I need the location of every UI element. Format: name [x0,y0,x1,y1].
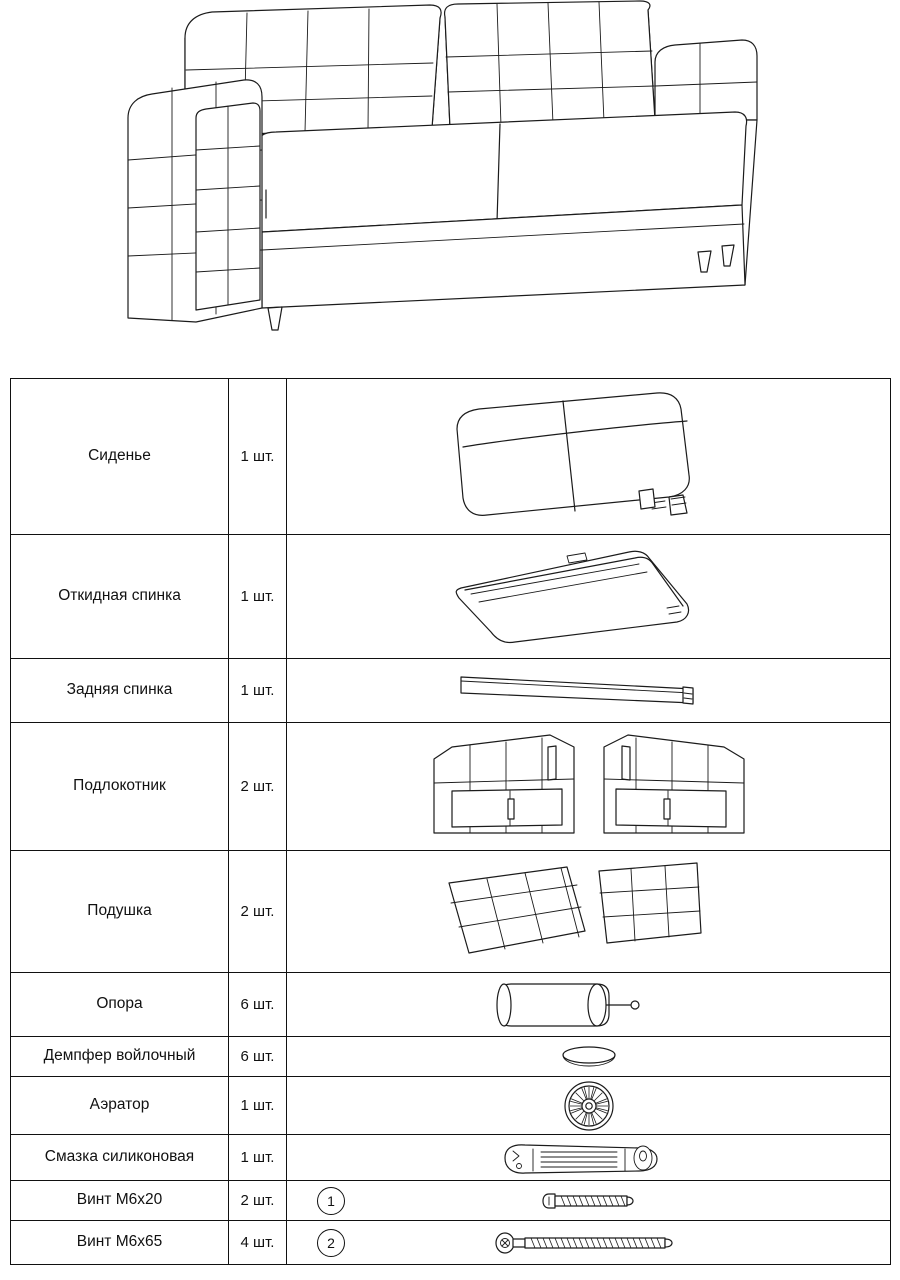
armrest-pair-icon [424,729,754,844]
part-name: Подлокотник [11,723,229,851]
table-row [11,851,891,973]
table-row [11,379,891,535]
callout-badge: 2 [317,1229,345,1257]
part-image-cell [287,973,891,1037]
table-row [11,1037,891,1077]
callout-badge: 1 [317,1187,345,1215]
felt-damper-icon [529,1040,649,1074]
support-leg-icon [479,978,699,1032]
part-name: Винт М6х20 [11,1181,229,1221]
part-image-cell [287,1135,891,1181]
part-image-cell [287,851,891,973]
part-name: Винт М6х65 [11,1221,229,1265]
part-image-cell [287,379,891,535]
part-qty: 2 шт. [229,851,287,973]
part-name: Демпфер войлочный [11,1037,229,1077]
part-image-cell [287,1221,891,1265]
part-name: Сиденье [11,379,229,535]
part-image-cell [287,1037,891,1077]
part-image-cell [287,723,891,851]
part-qty: 1 шт. [229,1077,287,1135]
part-qty: 1 шт. [229,659,287,723]
aerator-icon [529,1078,649,1134]
part-qty: 6 шт. [229,1037,287,1077]
table-row [11,723,891,851]
seat-module-icon [439,387,739,527]
table-row [11,973,891,1037]
parts-table [10,378,891,1265]
part-qty: 4 шт. [229,1221,287,1265]
silicone-grease-icon [489,1136,689,1180]
table-row [11,1181,891,1221]
part-name: Аэратор [11,1077,229,1135]
part-qty: 1 шт. [229,535,287,659]
hero-illustration [0,0,900,360]
part-name: Откидная спинка [11,535,229,659]
sofa-illustration [0,0,900,360]
part-qty: 6 шт. [229,973,287,1037]
table-row [11,1077,891,1135]
cushion-pair-icon [439,857,739,967]
part-name: Смазка силиконовая [11,1135,229,1181]
table-row [11,659,891,723]
part-qty: 1 шт. [229,1135,287,1181]
table-row [11,535,891,659]
folding-back-icon [439,542,739,652]
part-image-cell [287,1181,891,1221]
table-row [11,1135,891,1181]
part-name: Задняя спинка [11,659,229,723]
part-image-cell [287,659,891,723]
part-qty: 2 шт. [229,723,287,851]
part-qty: 2 шт. [229,1181,287,1221]
part-qty: 1 шт. [229,379,287,535]
part-image-cell [287,1077,891,1135]
part-name: Опора [11,973,229,1037]
table-row [11,1221,891,1265]
part-image-cell [287,535,891,659]
screw-m6x65-icon [479,1228,699,1258]
rear-back-panel-icon [439,667,739,715]
part-name: Подушка [11,851,229,973]
screw-m6x20-icon [509,1186,669,1216]
